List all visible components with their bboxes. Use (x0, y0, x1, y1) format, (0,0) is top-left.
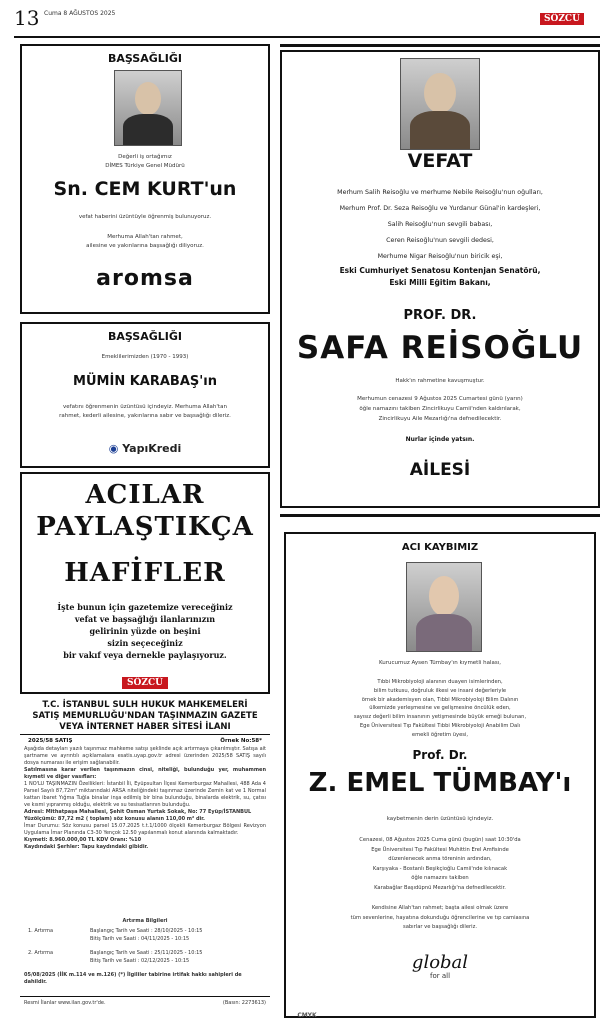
page-number: 13 (14, 6, 40, 30)
bio-line: Eski Cumhuriyet Senatosu Kontenjan Senatörü, (339, 266, 541, 275)
ad-text: rahmet, kederli ailesine, yakınlarına sabır ve başsağlığı dileriz. (59, 413, 231, 419)
ad-text: Hakk'ın rahmetine kavuşmuştur. (395, 378, 485, 384)
bio-lines: Tıbbi Mikrobiyoloji alanının duayen isimlerinden, bilim tutkusu, doğruluk ilkesi ve insani değerleriyle örnek bir akademisyen olan, Tıbbi Mikrobiyoloji Bilim Dalının ülkemizde yerleşmesine ve gelişmesine öncülük eden, sayısız değerli bilim insanının yetişmesinde büyük emeği bulunan, Ege Üniversitesi Tıp Fakültesi Tıbbi Mikrobiyoloji Anabilim Dalı emekli öğretim üyesi, (353, 679, 527, 738)
promo-text: gelirinin yüzde on beşini (89, 626, 201, 636)
global-logo: global for all (411, 952, 469, 980)
promo-text: vefat ve başsağlığı ilanlarınızın (74, 614, 216, 624)
promo-line-3: HAFİFLER (64, 558, 226, 588)
ad-text: Merhuma Allah'tan rahmet, (107, 234, 183, 240)
closing-lines: Kendisine Allah'tan rahmet; başta ailesi olmak üzere tüm sevenlerine, hayatına dokunduğu öğrencilerine ve tıp camiasına sabırlar ve başsağlığı dileriz. (350, 905, 530, 930)
promo-text: İşte bunun için gazetemize vereceğiniz (57, 602, 233, 612)
legal-footer-note: 05/08/2025 (İİK m.114 ve m.126) (*) İlgililer tabirine irtifak hakkı sahipleri de dahildir. (24, 972, 242, 985)
ad-text: kaybetmenin derin üzüntüsü içindeyiz. (386, 816, 494, 822)
deceased-name: SAFA REİSOĞLU (296, 330, 584, 366)
ad-title: ACI KAYBIMIZ (401, 542, 479, 553)
legal-title: T.C. İSTANBUL SULH HUKUK MAHKEMELERİ (42, 700, 248, 710)
auction-start: Başlangıç Tarih ve Saati : 25/11/2025 - 10:15 (90, 950, 203, 956)
ad-title: BAŞSAĞLIĞI (107, 330, 182, 343)
legal-body: Aşağıda detayları yazılı taşınmaz mahkeme satışı şeklinde açık artırmaya çıkarılmıştır. Satışa ait şartname ve ayrıntılı açıklamalara esatis.uyap.gov.tr adresi üzerinden 2025/58 SATIŞ sayılı dosya numarası ile erişim sağlanabilir. Satılmasına karar verilen taşınmazın cinsi, niteliği, bulunduğu yer, muhammen kıymeti ve diğer vasıfları: 1 NO'LU TAŞINMAZIN Özellikleri: İstanbil İli, Eyüpsultan İlçesi Kemerburgaz Mahallesi, 488 Ada 4 Parsel Sayılı 87,72m² miktarındaki ARSA niteliğindeki taşınmaz üzerinde Zemin kat ve 1 Normal kattan ibaret Yığma Tuğla binalar inşa edilmiş bir bina bulunduğu, binalarda elektrik, su, çatısı ve kısmi yıpranmış olduğu, elektrik ve su tesisatlarının bulunduğu. Adresi: Mithatpaşa Mahallesi, Şehit Osman Yurtak Sokak, No: 77 Eyüp/İSTANBUL Yüzölçümü: 87,72 m2 ( toplam) söz konusu alanın 110,00 m² dir. İmar Durumu: Söz konusu parsel 15.07.2025 t.t.1/1000 ölçekli Kemerburgaz Bölgesi Revizyon Uygulama İmar Planında C3-30 Yençok 12.50 yapılanmalı konut alanında kalmaktadır. Kıymeti: 8.960.000,00 TL KDV Oranı: %10 Kaydındaki Şerhler: Tapu kaydındaki gibidir. (24, 746, 266, 850)
legal-divider (20, 734, 270, 735)
press-code: (Basın: 2273613) (222, 1000, 266, 1006)
section-divider (280, 514, 600, 517)
issue-date: Cuma 8 AĞUSTOS 2025 (44, 10, 116, 17)
obituary-emel-tumbay (284, 532, 596, 1018)
deceased-name: MÜMİN KARABAŞ'ın (73, 374, 217, 389)
case-number: 2025/58 SATIŞ (28, 738, 73, 744)
deceased-name: Z. EMEL TÜMBAY'ı (308, 768, 572, 798)
ad-text: ailesine ve yakınlarına başsağlığı diliyoruz. (86, 243, 204, 249)
honorific: Prof. Dr. (412, 748, 468, 762)
ad-subtitle: Emeklilerimizden (1970 - 1993) (101, 354, 189, 360)
auction-start: Başlangıç Tarih ve Saati : 28/10/2025 - 10:15 (90, 928, 203, 934)
ad-title: VEFAT (407, 150, 473, 172)
honorific: PROF. DR. (403, 308, 477, 323)
signature: AİLESİ (409, 460, 471, 480)
ad-text: vefatını öğrenmenin üzüntüsü içindeyiz. Merhuma Allah'tan (63, 404, 227, 410)
sozcu-promo-ad (20, 472, 270, 694)
yapikredi-logo: ◉ YapıKredi (108, 442, 182, 455)
portrait-photo (406, 562, 482, 652)
schedule-title: Artırma Bilgileri (122, 918, 168, 924)
ad-intro: Değerli iş ortağımız (118, 154, 172, 160)
auction-row: 1. Artırma (28, 928, 54, 934)
ad-intro: Kurucumuz Aysen Tümbay'ın kıymetli halası, (378, 660, 502, 666)
promo-text: bir vakıf veya dernekle paylaşıyoruz. (63, 650, 227, 660)
condolence-ad-mumin-karabas (20, 322, 270, 468)
legal-title: SATIŞ MEMURLUĞU'NDAN TAŞINMAZIN GAZETE (32, 711, 258, 721)
family-lines: Merhum Salih Reisoğlu ve merhume Nebile Reisoğlu'nun oğulları, Merhum Prof. Dr. Seza Reisoğlu ve Yurdanur Günal'in kardeşleri, Salih Reisoğlu'nun sevgili babası, Ceren Reisoğlu'nun sevgili dedesi, Merhume Nigar Reisoğlu'nun biricik eşi, (337, 189, 543, 260)
bio-line: Eski Milli Eğitim Bakanı, (389, 278, 491, 287)
promo-line-2: PAYLAŞTIKÇA (36, 512, 254, 542)
sample-number: Örnek No:58* (220, 738, 262, 744)
portrait-photo (400, 58, 480, 150)
ad-title: BAŞSAĞLIĞI (107, 52, 182, 65)
ad-text: Merhumun cenazesi 9 Ağustos 2025 Cumartesi günü (yarın) (357, 396, 523, 402)
legal-notice (20, 700, 270, 1020)
auction-row: 2. Artırma (28, 950, 54, 956)
ad-role: DİMES Türkiye Genel Müdürü (105, 163, 185, 169)
auction-end: Bitiş Tarih ve Saati : 04/11/2025 - 10:15 (90, 936, 190, 942)
aromsa-logo: aromsa (96, 266, 194, 291)
legal-title: VEYA İNTERNET HABER SİTESİ İLANI (59, 722, 231, 732)
legal-divider (20, 996, 270, 997)
legal-source: Resmi İlanlar www.ilan.gov.tr'de. (24, 1000, 106, 1006)
promo-line-1: ACILAR (85, 480, 205, 510)
header-rule (14, 36, 600, 38)
funeral-lines: Cenazesi, 08 Ağustos 2025 Cuma günü (bugün) saat 10:30'da Ege Üniversitesi Tıp Fakültesi Muhittin Erel Amfisinde düzenlenecek anma töreninin ardından, Karşıyaka - Bostanlı Beşikçioğlu Camii'nde kılınacak öğle namazını takiben Karabağlar Başıdüpnü Mezarlığı'na defnedilecektir. (359, 837, 521, 891)
sozcu-logo: SÖZCÜ (22, 670, 268, 689)
ad-text: vefat haberini üzüntüyle öğrenmiş bulunuyoruz. (78, 214, 212, 220)
prayer-line: Nurlar içinde yatsın. (405, 436, 475, 443)
deceased-name: Sn. CEM KURT'un (53, 178, 237, 200)
condolence-ad-cem-kurt (20, 44, 270, 314)
section-divider (280, 44, 600, 47)
portrait-photo (114, 70, 182, 146)
promo-text: sizin seçeceğiniz (107, 638, 183, 648)
cmyk-marker: CMYK (297, 1012, 317, 1019)
newspaper-logo: SÖZCÜ (540, 13, 584, 25)
ad-text: öğle namazını takiben Zincirlikuyu Camii'nden kaldırılarak, (359, 406, 521, 412)
auction-end: Bitiş Tarih ve Saati : 02/12/2025 - 10:15 (90, 958, 190, 964)
ad-text: Zincirlikuyu Aile Mezarlığı'na defnedilecektir. (378, 416, 502, 422)
obituary-safa-reisoglu (280, 50, 600, 508)
